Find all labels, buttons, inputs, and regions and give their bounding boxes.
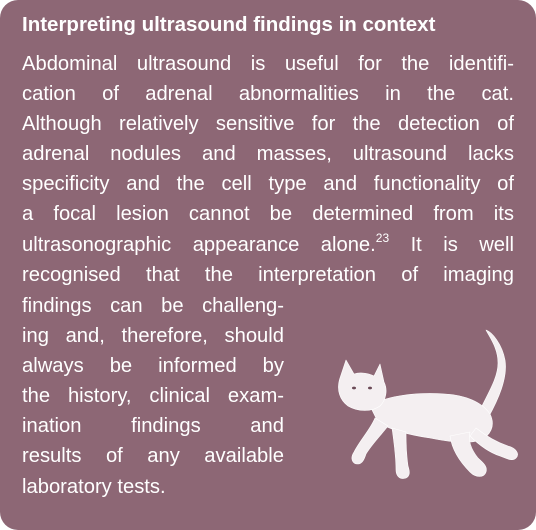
box-title: Interpreting ultrasound findings in context — [22, 13, 436, 36]
text-line: the history, clinical exam- — [22, 385, 284, 408]
text-line: a focal lesion cannot be determined from its — [22, 203, 514, 226]
text-line: always be informed by — [22, 355, 284, 378]
box-paragraph-narrow — [22, 291, 284, 502]
text-line: results of any available — [22, 445, 284, 468]
text-line: specificity and the cell type and functionality of — [22, 173, 514, 196]
box-paragraph-wide — [22, 49, 514, 290]
text-fragment: It is well — [410, 233, 514, 256]
walking-cat-icon — [330, 318, 530, 488]
text-line: ination findings and — [22, 415, 284, 438]
text-line: Abdominal ultrasound is useful for the identifi- — [22, 53, 514, 75]
text-line-with-citation — [22, 230, 514, 260]
citation-superscript: 23 — [375, 230, 390, 245]
text-line: Although relatively sensitive for the detection of — [22, 113, 514, 136]
text-line: adrenal nodules and masses, ultrasound lacks — [22, 143, 514, 166]
text-line: cation of adrenal abnormalities in the cat. — [22, 83, 514, 106]
text-fragment: ultrasonographic appearance alone. — [22, 233, 376, 256]
text-line: recognised that the interpretation of imaging — [22, 263, 514, 286]
text-line: ing and, therefore, should — [22, 325, 284, 348]
text-line: laboratory tests. — [22, 475, 166, 498]
text-line: findings can be challeng- — [22, 295, 284, 317]
